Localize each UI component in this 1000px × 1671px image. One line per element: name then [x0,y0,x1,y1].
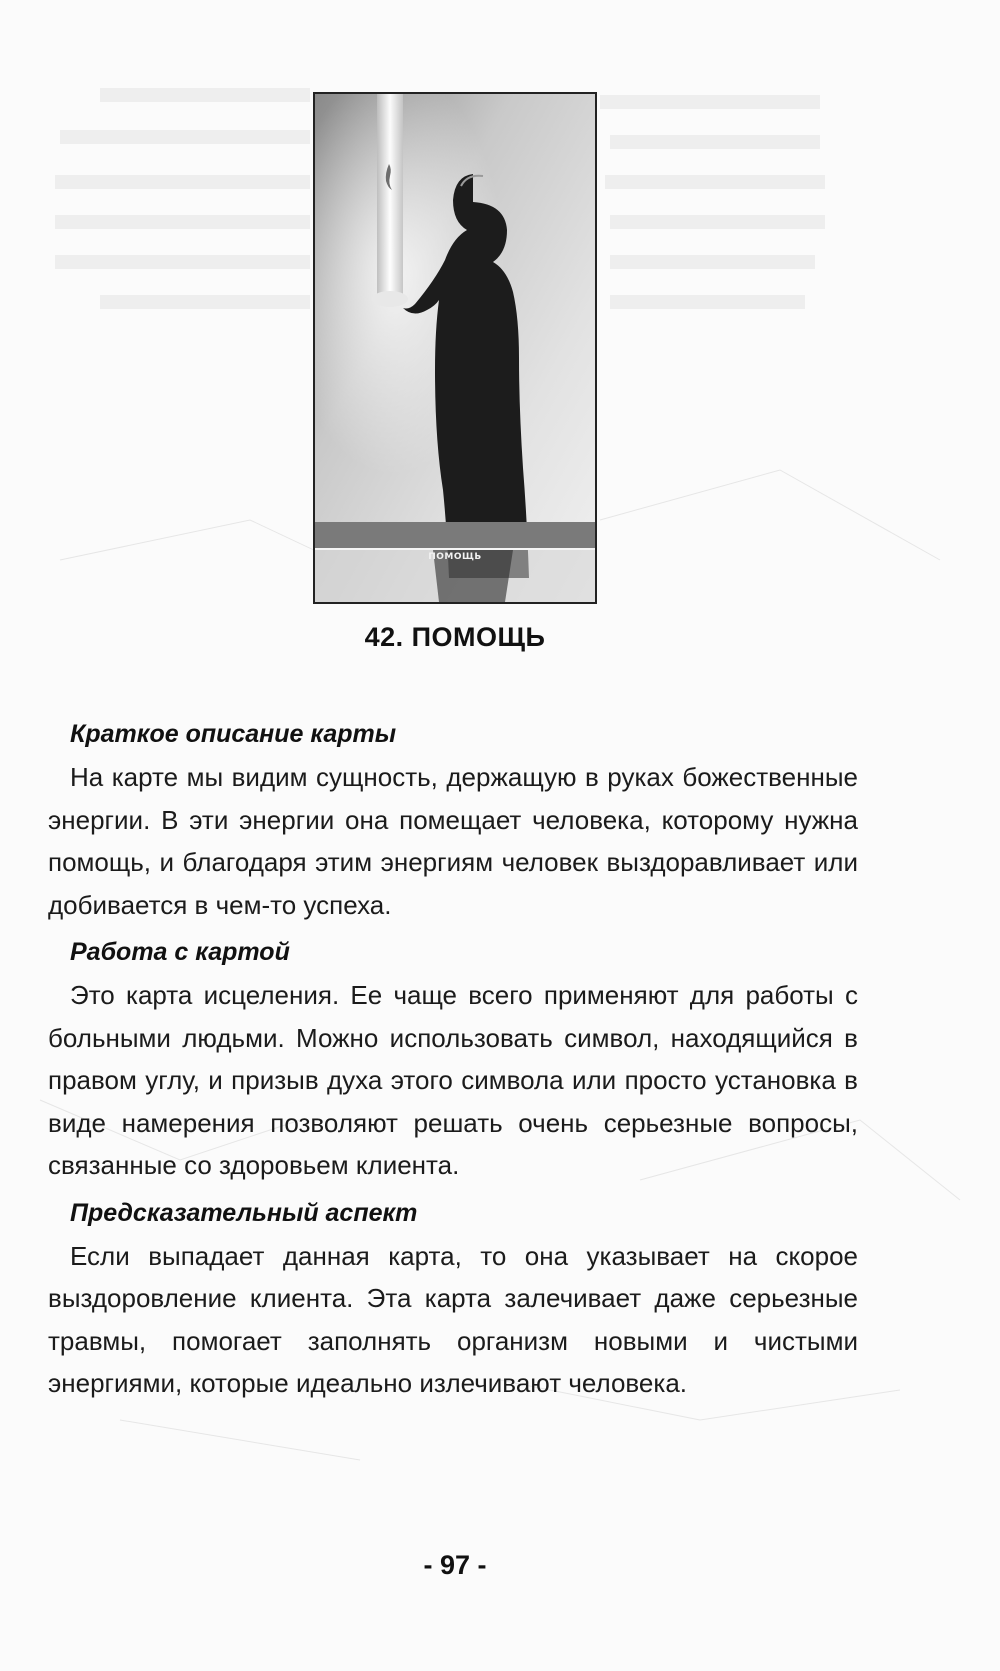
section-text-work-content: Это карта исцеления. Ее чаще всего применяют для работы с больными людьми. Можно использовать символ, находящийся в правом углу, и призыв духа этого символа или просто установка в виде намерения позволяют решать очень серьезные вопросы, связанные со здоровьем клиента. [48,980,858,1180]
section-text-description [48,756,858,926]
section-text-prediction-content: Если выпадает данная карта, то она указывает на скорое выздоровление клиента. Эта карта залечивает даже серьезные травмы, помогает заполнять организм новыми и чистыми энергиями, которые идеально излечивают человека. [48,1240,858,1398]
card-illustration [315,94,595,602]
section-heading-prediction: Предсказательный аспект [70,1198,418,1227]
section-text-work [48,974,858,1187]
section-text-prediction [48,1235,858,1405]
tarot-card-image [313,92,597,604]
card-description [48,714,858,1411]
card-image-label: ПОМОЩЬ [428,552,482,562]
page-number: - 97 - [423,1550,487,1580]
section-heading-work: Работа с картой [70,938,290,966]
section-text-description-content: На карте мы видим сущность, держащую в руках божественные энергии. В эти энергии она помещает человека, которому нужна помощь, и благодаря этим энергиям человек выздоравливает или добивается в чем-то успеха. [48,762,858,920]
section-heading-description: Краткое описание карты [70,720,397,748]
card-title: 42. ПОМОЩЬ [364,622,546,652]
